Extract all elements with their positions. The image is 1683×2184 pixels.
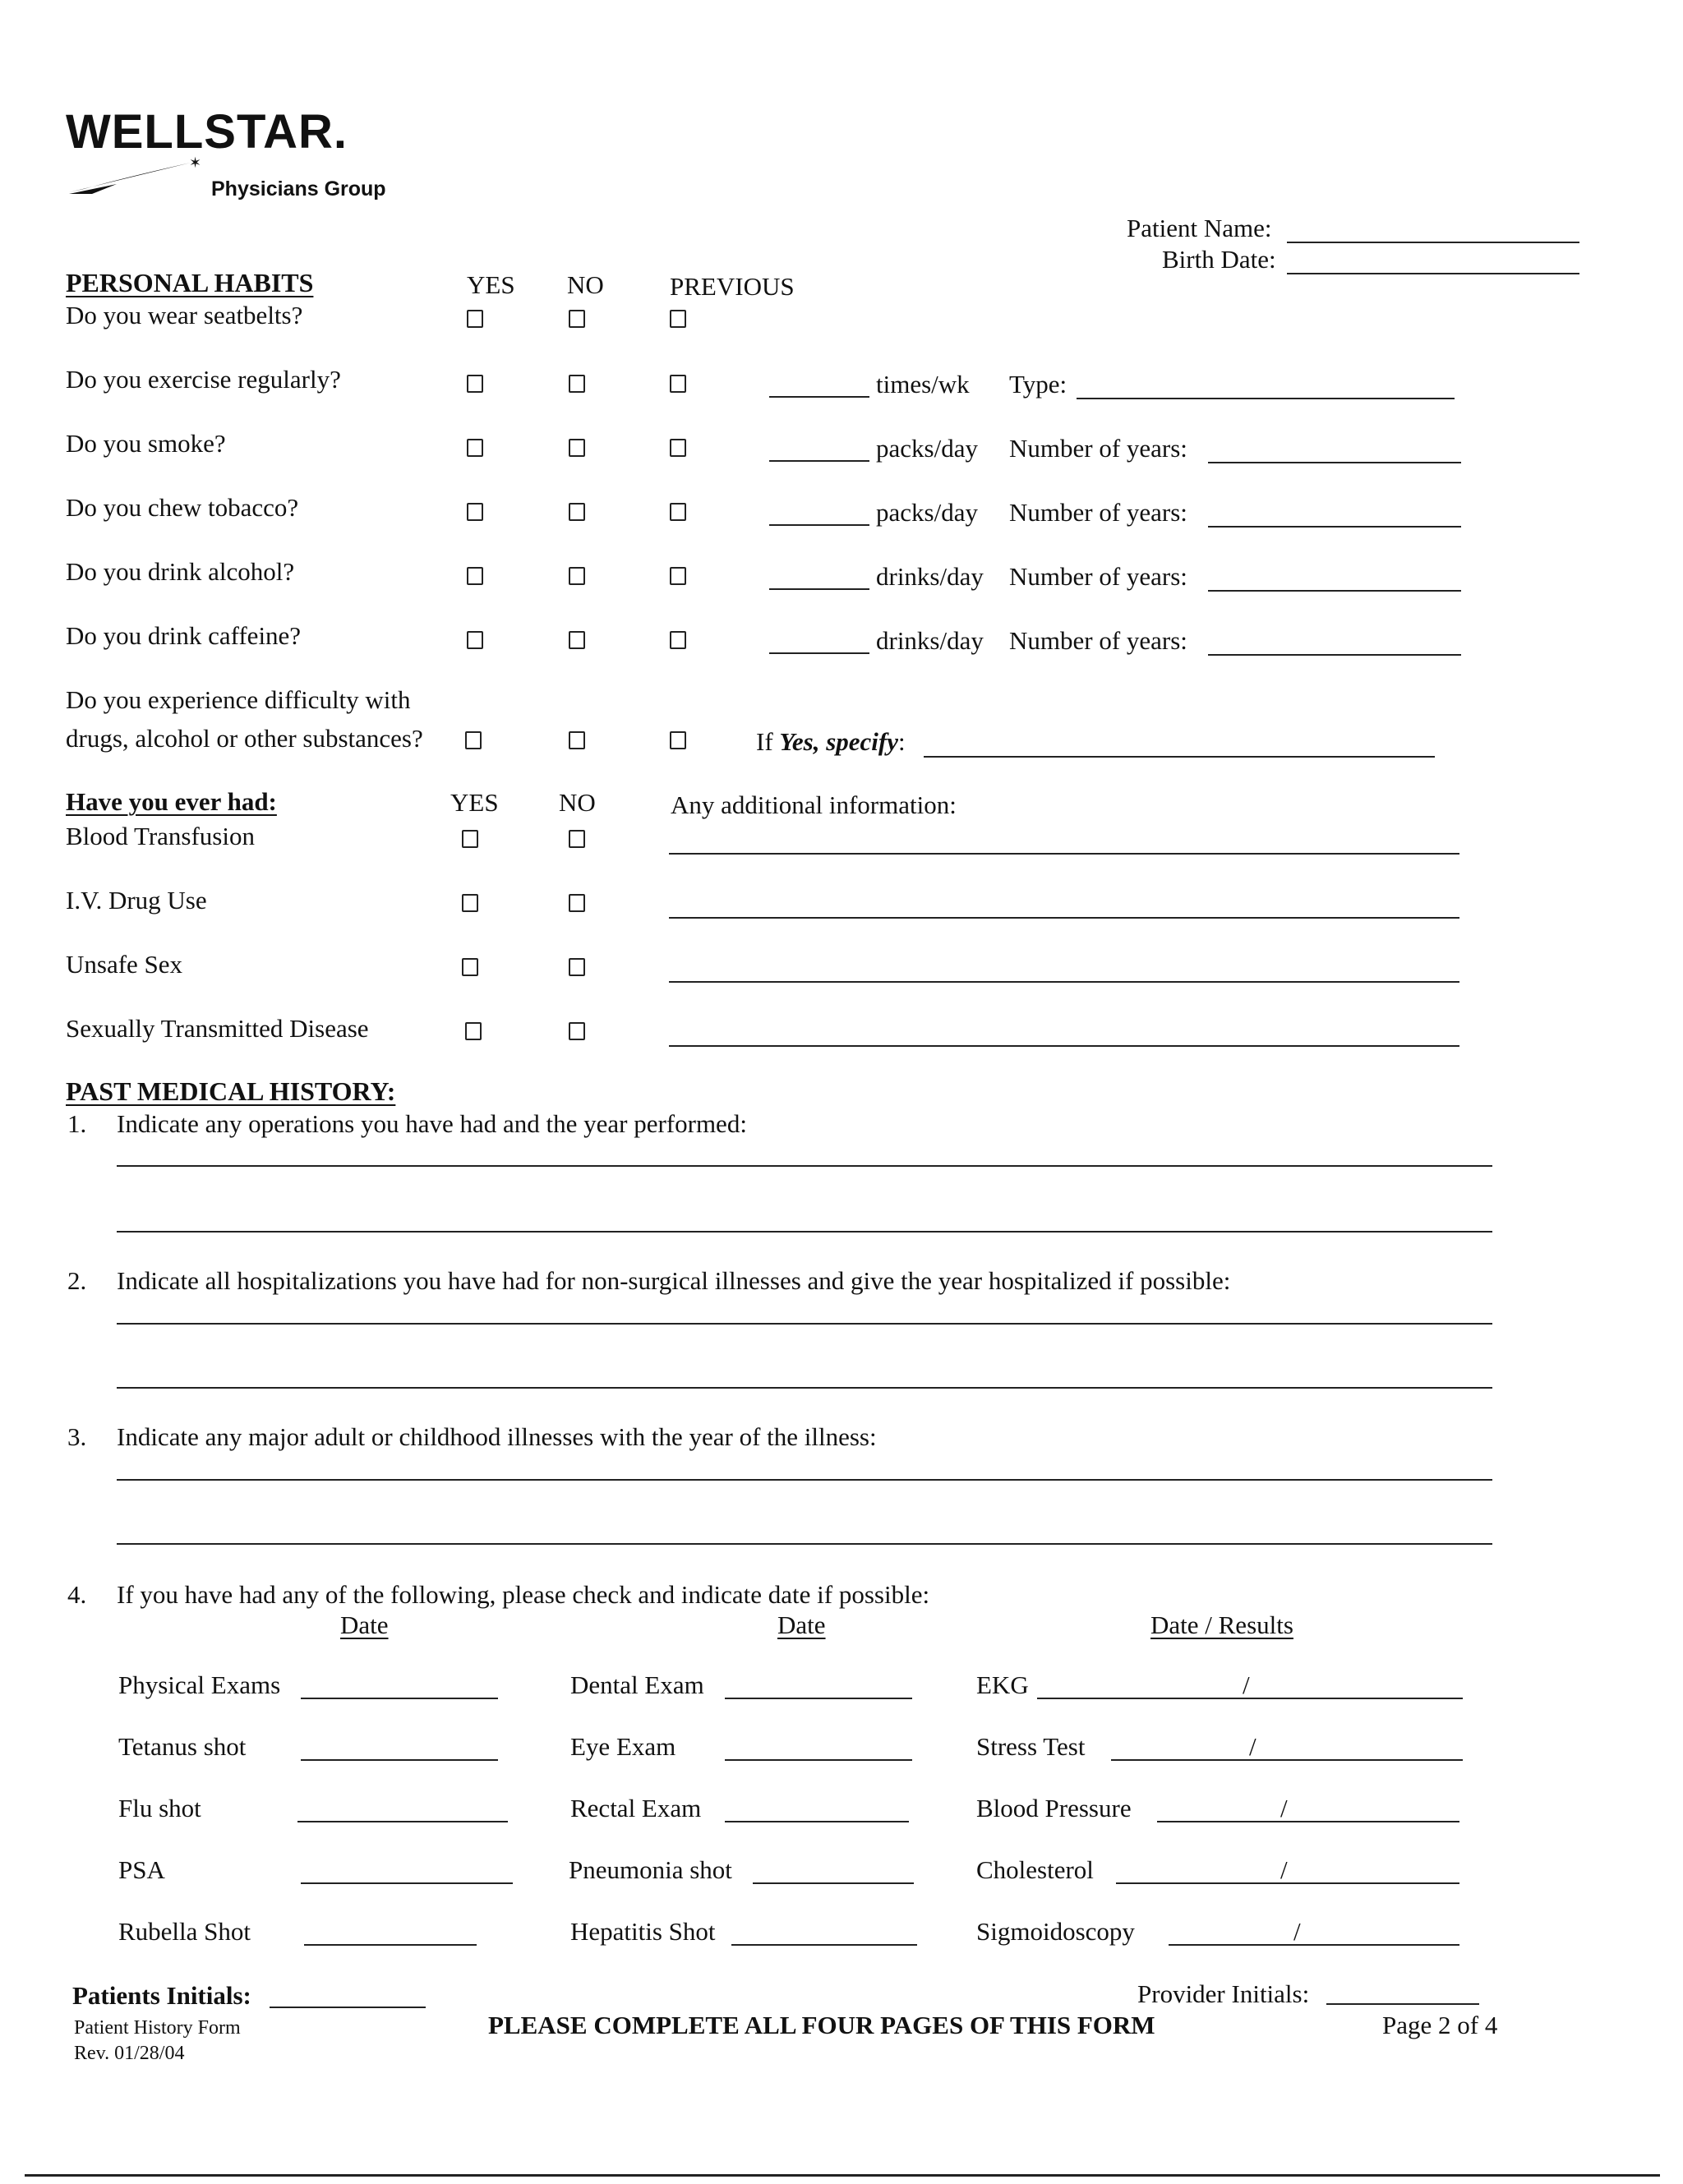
- smoke-no-checkbox[interactable]: [569, 439, 585, 457]
- physical-exams-date-field[interactable]: [301, 1698, 498, 1699]
- ever-item-label: Sexually Transmitted Disease: [66, 1014, 369, 1043]
- caffeine-amount-field[interactable]: [769, 652, 869, 654]
- tobacco-previous-checkbox[interactable]: [670, 503, 686, 521]
- ever-had-heading: Have you ever had:: [66, 787, 277, 816]
- std-no-checkbox[interactable]: [569, 1022, 585, 1040]
- pmh-item-text: Indicate all hospitalizations you have had for non-surgical illnesses and give the year hospitalized if possible:: [117, 1266, 1231, 1295]
- smoke-yes-checkbox[interactable]: [467, 439, 483, 457]
- transfusion-yes-checkbox[interactable]: [462, 830, 478, 848]
- tetanus-date-field[interactable]: [301, 1759, 498, 1761]
- caffeine-years-field[interactable]: [1208, 654, 1461, 656]
- if-yes-specify-label: If Yes, specify:: [756, 727, 906, 756]
- tobacco-yes-checkbox[interactable]: [467, 503, 483, 521]
- ever-col-no: NO: [559, 788, 596, 817]
- exam-label: Dental Exam: [570, 1670, 704, 1699]
- additional-info-line-1[interactable]: [669, 853, 1459, 855]
- exam-label: PSA: [118, 1855, 165, 1884]
- sigmoidoscopy-date-results-field[interactable]: [1169, 1944, 1459, 1946]
- habit-question: Do you smoke?: [66, 429, 226, 458]
- complete-all-pages-notice: PLEASE COMPLETE ALL FOUR PAGES OF THIS FORM: [488, 2011, 1155, 2039]
- provider-initials-field[interactable]: [1326, 2003, 1479, 2005]
- pmh-item-number: 3.: [67, 1422, 87, 1451]
- date-results-header-col3: Date / Results: [1150, 1610, 1293, 1639]
- flu-shot-date-field[interactable]: [297, 1821, 508, 1822]
- hospitalizations-line-2[interactable]: [117, 1387, 1492, 1389]
- date-header-col1: Date: [340, 1610, 389, 1639]
- exam-label: Stress Test: [976, 1732, 1086, 1761]
- difficulty-yes-checkbox[interactable]: [465, 731, 482, 749]
- exam-label: EKG: [976, 1670, 1029, 1699]
- slash-divider: /: [1280, 1855, 1288, 1884]
- form-revision: Rev. 01/28/04: [74, 2043, 185, 2064]
- exercise-type-field[interactable]: [1077, 398, 1455, 399]
- dental-exam-date-field[interactable]: [725, 1698, 912, 1699]
- personal-habits-heading: PERSONAL HABITS: [66, 268, 314, 297]
- difficulty-question-line1: Do you experience difficulty with: [66, 685, 411, 714]
- pmh-item-number: 1.: [67, 1109, 87, 1138]
- hepatitis-shot-date-field[interactable]: [731, 1944, 917, 1946]
- exam-label: Blood Pressure: [976, 1794, 1132, 1822]
- exam-label: Sigmoidoscopy: [976, 1917, 1135, 1946]
- alcohol-years-label: Number of years:: [1009, 562, 1187, 591]
- habit-question: Do you drink caffeine?: [66, 621, 302, 650]
- caffeine-no-checkbox[interactable]: [569, 631, 585, 649]
- unsafe-sex-no-checkbox[interactable]: [569, 958, 585, 976]
- logo-subtitle: Physicians Group: [211, 177, 386, 200]
- slash-divider: /: [1293, 1917, 1301, 1946]
- pmh-item-number: 2.: [67, 1266, 87, 1295]
- habit-question: Do you chew tobacco?: [66, 493, 299, 522]
- rubella-shot-date-field[interactable]: [304, 1944, 477, 1946]
- psa-date-field[interactable]: [301, 1882, 513, 1884]
- rectal-exam-date-field[interactable]: [725, 1821, 909, 1822]
- if-yes-specify-field[interactable]: [924, 756, 1435, 758]
- tobacco-years-label: Number of years:: [1009, 498, 1187, 527]
- exam-label: Physical Exams: [118, 1670, 281, 1699]
- unsafe-sex-yes-checkbox[interactable]: [462, 958, 478, 976]
- additional-info-line-4[interactable]: [669, 1045, 1459, 1047]
- exercise-previous-checkbox[interactable]: [670, 375, 686, 393]
- illnesses-line-2[interactable]: [117, 1543, 1492, 1545]
- alcohol-years-field[interactable]: [1208, 590, 1461, 592]
- hospitalizations-line-1[interactable]: [117, 1323, 1492, 1325]
- habit-question: Do you exercise regularly?: [66, 365, 341, 394]
- patients-initials-field[interactable]: [270, 2007, 426, 2008]
- exercise-type-label: Type:: [1009, 370, 1067, 399]
- slash-divider: /: [1243, 1670, 1250, 1699]
- pneumonia-shot-date-field[interactable]: [753, 1882, 914, 1884]
- smoke-years-label: Number of years:: [1009, 434, 1187, 463]
- operations-line-1[interactable]: [117, 1165, 1492, 1167]
- alcohol-previous-checkbox[interactable]: [670, 567, 686, 585]
- caffeine-yes-checkbox[interactable]: [467, 631, 483, 649]
- operations-line-2[interactable]: [117, 1231, 1492, 1233]
- alcohol-yes-checkbox[interactable]: [467, 567, 483, 585]
- iv-drug-yes-checkbox[interactable]: [462, 894, 478, 912]
- birth-date-field[interactable]: [1287, 273, 1579, 274]
- alcohol-no-checkbox[interactable]: [569, 567, 585, 585]
- exercise-yes-checkbox[interactable]: [467, 375, 483, 393]
- slash-divider: /: [1249, 1732, 1256, 1761]
- tobacco-no-checkbox[interactable]: [569, 503, 585, 521]
- page-bottom-rule: [25, 2174, 1660, 2177]
- transfusion-no-checkbox[interactable]: [569, 830, 585, 848]
- stress-test-date-results-field[interactable]: [1111, 1759, 1463, 1761]
- habits-col-previous: PREVIOUS: [670, 272, 795, 301]
- form-name: Patient History Form: [74, 2017, 241, 2039]
- difficulty-no-checkbox[interactable]: [569, 731, 585, 749]
- ever-item-label: I.V. Drug Use: [66, 886, 207, 915]
- cholesterol-date-results-field[interactable]: [1116, 1882, 1459, 1884]
- pmh-item-text: Indicate any operations you have had and the year performed:: [117, 1109, 747, 1138]
- seatbelts-yes-checkbox[interactable]: [467, 310, 483, 328]
- habits-col-no: NO: [567, 270, 604, 299]
- pmh-item-number: 4.: [67, 1580, 87, 1609]
- ever-col-yes: YES: [450, 788, 499, 817]
- difficulty-question-line2: drugs, alcohol or other substances?: [66, 724, 423, 753]
- patient-name-label: Patient Name:: [1127, 214, 1272, 242]
- ever-item-label: Blood Transfusion: [66, 822, 255, 850]
- difficulty-previous-checkbox[interactable]: [670, 731, 686, 749]
- svg-text:✶: ✶: [189, 156, 202, 172]
- exam-label: Pneumonia shot: [569, 1855, 732, 1884]
- caffeine-previous-checkbox[interactable]: [670, 631, 686, 649]
- seatbelts-previous-checkbox[interactable]: [670, 310, 686, 328]
- wellstar-logo-text: WELLSTAR.: [66, 105, 348, 159]
- exam-label: Rectal Exam: [570, 1794, 702, 1822]
- smoke-years-field[interactable]: [1208, 462, 1461, 463]
- ekg-date-results-field[interactable]: [1037, 1698, 1463, 1699]
- std-yes-checkbox[interactable]: [465, 1022, 482, 1040]
- exam-label: Rubella Shot: [118, 1917, 251, 1946]
- pmh-item-text: If you have had any of the following, please check and indicate date if possible:: [117, 1580, 930, 1609]
- eye-exam-date-field[interactable]: [725, 1759, 912, 1761]
- smoke-previous-checkbox[interactable]: [670, 439, 686, 457]
- caffeine-years-label: Number of years:: [1009, 626, 1187, 655]
- exam-label: Eye Exam: [570, 1732, 676, 1761]
- past-medical-history-heading: PAST MEDICAL HISTORY:: [66, 1076, 396, 1106]
- illnesses-line-1[interactable]: [117, 1479, 1492, 1481]
- habit-question: Do you wear seatbelts?: [66, 301, 303, 329]
- provider-initials-label: Provider Initials:: [1137, 1979, 1310, 2008]
- smoke-amount-field[interactable]: [769, 460, 869, 462]
- ever-item-label: Unsafe Sex: [66, 950, 183, 979]
- tobacco-unit: packs/day: [876, 498, 978, 527]
- date-header-col2: Date: [777, 1610, 826, 1639]
- slash-divider: /: [1280, 1794, 1288, 1822]
- patients-initials-label: Patients Initials:: [72, 1981, 251, 2010]
- patient-name-field[interactable]: [1287, 242, 1579, 243]
- exam-label: Hepatitis Shot: [570, 1917, 716, 1946]
- logo-swoosh-icon: [67, 156, 207, 197]
- exercise-amount-field[interactable]: [769, 396, 869, 398]
- smoke-unit: packs/day: [876, 434, 978, 463]
- alcohol-amount-field[interactable]: [769, 588, 869, 590]
- birth-date-label: Birth Date:: [1162, 245, 1276, 274]
- tobacco-amount-field[interactable]: [769, 524, 869, 526]
- blood-pressure-date-results-field[interactable]: [1157, 1821, 1459, 1822]
- exercise-no-checkbox[interactable]: [569, 375, 585, 393]
- iv-drug-no-checkbox[interactable]: [569, 894, 585, 912]
- exam-label: Tetanus shot: [118, 1732, 247, 1761]
- additional-info-line-2[interactable]: [669, 917, 1459, 919]
- alcohol-unit: drinks/day: [876, 562, 984, 591]
- exercise-unit: times/wk: [876, 370, 970, 399]
- additional-info-line-3[interactable]: [669, 981, 1459, 983]
- seatbelts-no-checkbox[interactable]: [569, 310, 585, 328]
- page-number: Page 2 of 4: [1382, 2011, 1498, 2039]
- habit-question: Do you drink alcohol?: [66, 557, 295, 586]
- pmh-item-text: Indicate any major adult or childhood illnesses with the year of the illness:: [117, 1422, 877, 1451]
- habits-col-yes: YES: [467, 270, 515, 299]
- tobacco-years-field[interactable]: [1208, 526, 1461, 528]
- additional-info-label: Any additional information:: [671, 790, 957, 819]
- exam-label: Cholesterol: [976, 1855, 1094, 1884]
- caffeine-unit: drinks/day: [876, 626, 984, 655]
- exam-label: Flu shot: [118, 1794, 201, 1822]
